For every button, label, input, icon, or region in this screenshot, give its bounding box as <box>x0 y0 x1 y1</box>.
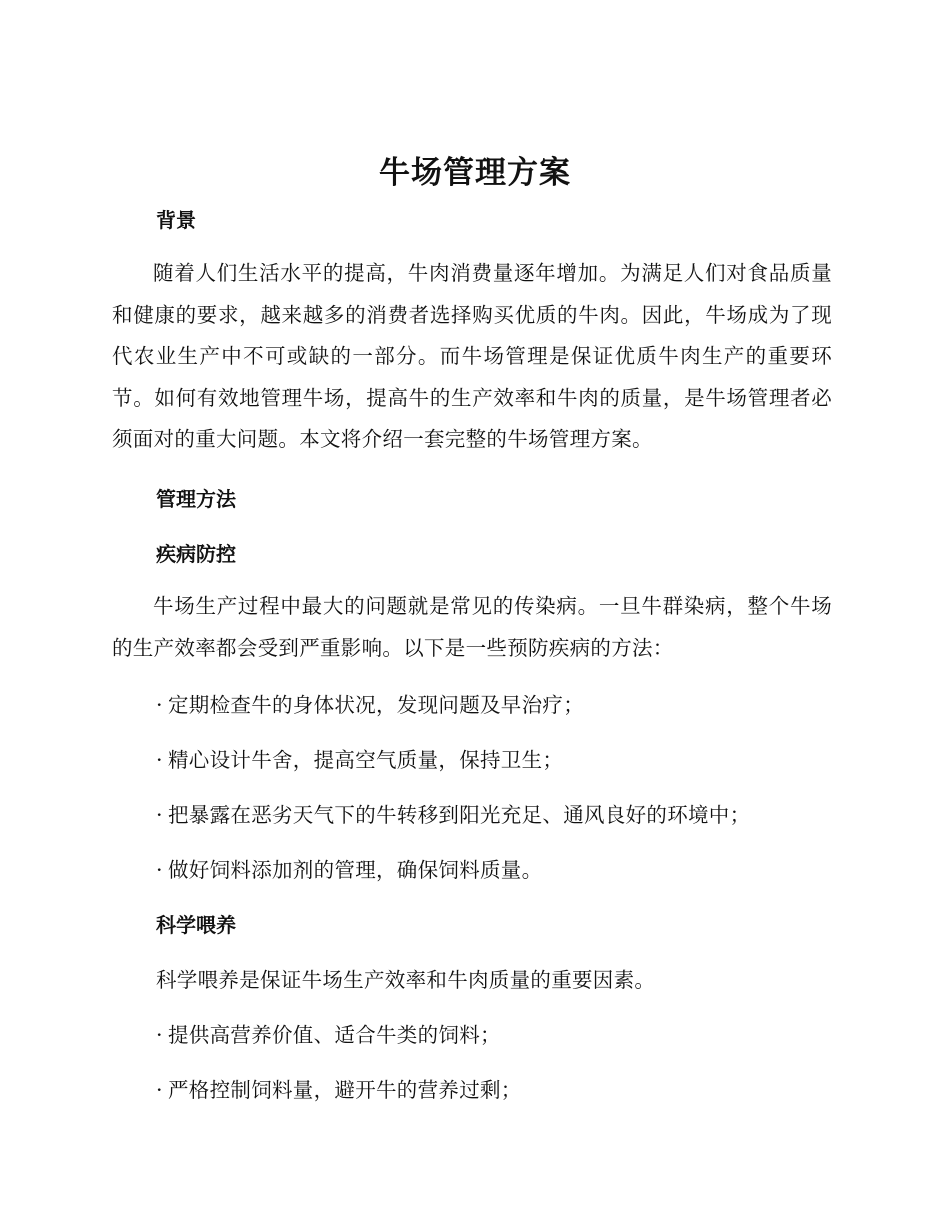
list-item-text: 把暴露在恶劣天气下的牛转移到阳光充足、通风良好的环境中； <box>168 803 751 827</box>
list-item <box>156 855 542 885</box>
list-item <box>156 1075 522 1105</box>
document-title: 牛场管理方案 <box>379 155 571 191</box>
bullet-marker: · <box>156 748 163 772</box>
background-paragraph: 随着人们生活水平的提高，牛肉消费量逐年增加。为满足人们对食品质量和健康的要求，越来越多的消费者选择购买优质的牛肉。因此，牛场成为了现代农业生产中不可或缺的一部分。而牛场管理是保证优质牛肉生产的重要环节。如何有效地管理牛场，提高牛的生产效率和牛肉的质量，是牛场管理者必须面对的重大问题。本文将介绍一套完整的牛场管理方案。 <box>112 261 832 451</box>
list-item-text: 做好饲料添加剂的管理，确保饲料质量。 <box>168 858 543 882</box>
bullet-marker: · <box>156 1023 163 1047</box>
section-heading-scientific-feeding: 科学喂养 <box>156 913 236 937</box>
bullet-marker: · <box>156 693 163 717</box>
list-item <box>156 1020 501 1050</box>
list-item-text: 定期检查牛的身体状况，发现问题及早治疗； <box>168 693 584 717</box>
list-item <box>156 690 584 720</box>
section-heading-background: 背景 <box>156 208 196 232</box>
list-item <box>156 745 563 775</box>
list-item-text: 提供高营养价值、适合牛类的饲料； <box>168 1023 501 1047</box>
list-item-text: 严格控制饲料量，避开牛的营养过剩； <box>168 1078 522 1102</box>
bullet-marker: · <box>156 858 163 882</box>
list-item <box>156 800 750 830</box>
bullet-marker: · <box>156 803 163 827</box>
disease-paragraph: 牛场生产过程中最大的问题就是常见的传染病。一旦牛群染病，整个牛场的生产效率都会受到严重影响。以下是一些预防疾病的方法： <box>112 594 832 660</box>
section-heading-methods: 管理方法 <box>156 487 236 511</box>
bullet-marker: · <box>156 1078 163 1102</box>
feeding-paragraph: 科学喂养是保证牛场生产效率和牛肉质量的重要因素。 <box>156 968 656 992</box>
section-heading-disease-control: 疾病防控 <box>156 542 236 566</box>
list-item-text: 精心设计牛舍，提高空气质量，保持卫生； <box>168 748 564 772</box>
